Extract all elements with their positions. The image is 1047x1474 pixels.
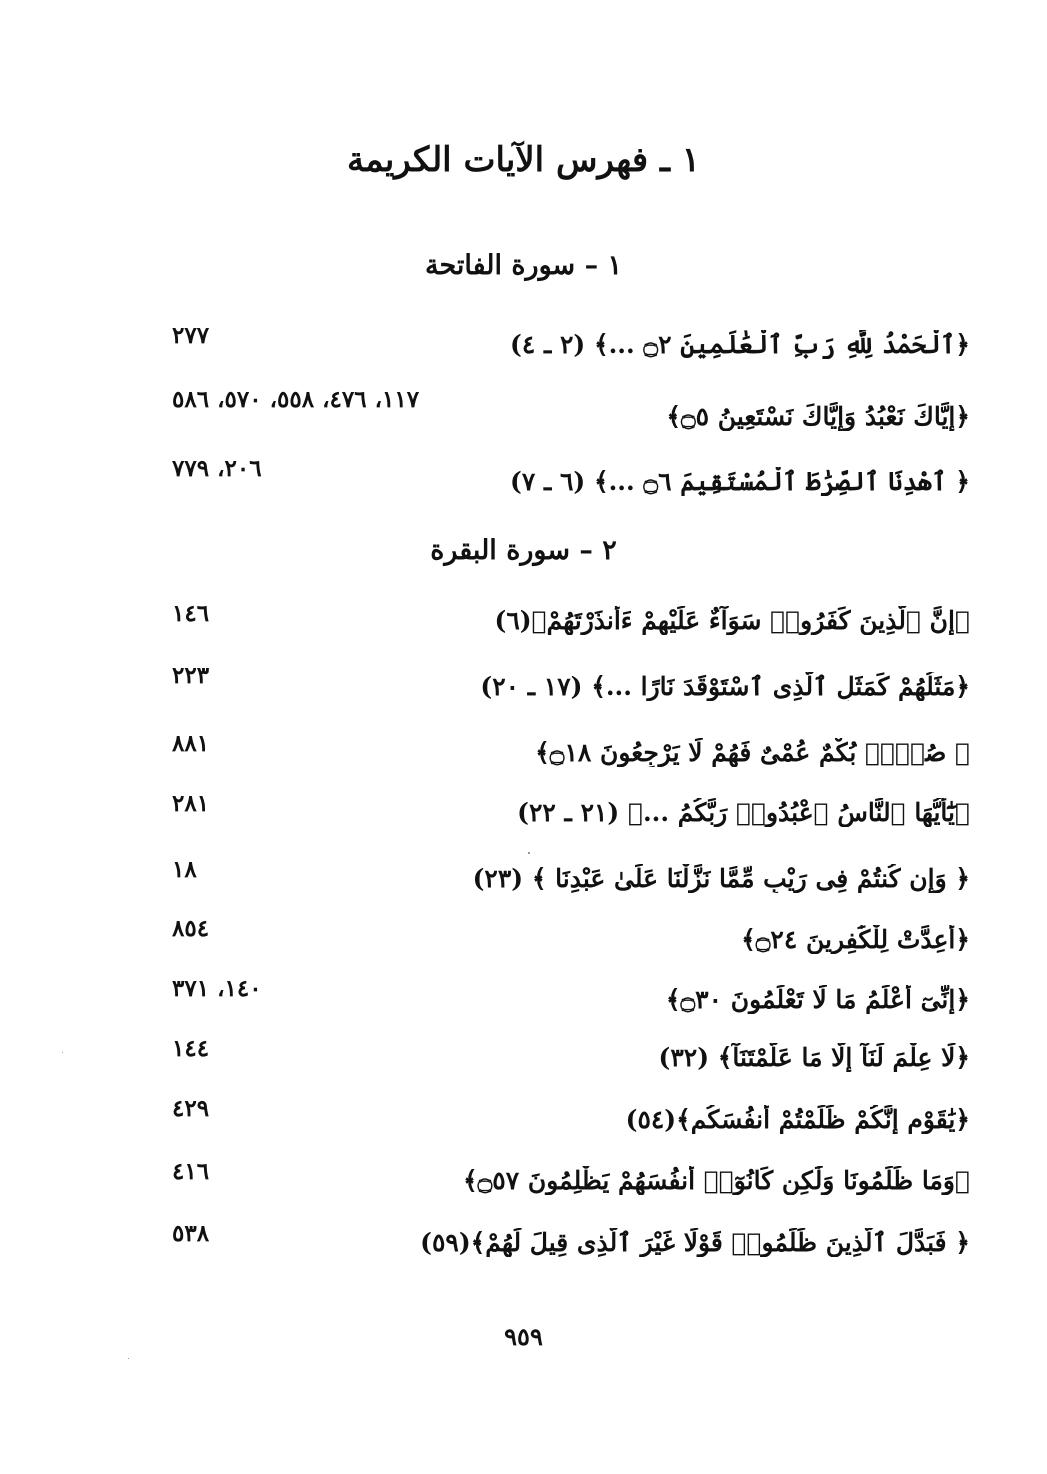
verse-text: ﴿يَٰقَوْمِ إِنَّكُمْ ظَلَمْتُمْ أَنفُسَكُم﴾(٥٤) [625, 1105, 970, 1134]
page-references: ٢٢٣ [172, 662, 210, 689]
page-references: ٨٨١ [172, 730, 210, 757]
index-entry [160, 1158, 970, 1202]
index-entry [160, 386, 970, 430]
verse-text: ﴿ ٱهْدِنَا ٱلصِّرَٰطَ ٱلْمُسْتَقِيمَ ۝٦ ...﴾ (٦ ـ ٧) [509, 467, 970, 496]
page-references: ١١٧، ٤٧٦، ٥٥٨، ٥٧٠، ٥٨٦ [172, 386, 420, 413]
index-entry [160, 975, 970, 1019]
page-references: ١٤٤ [172, 1035, 210, 1062]
index-entry [160, 856, 970, 900]
index-entry [160, 1095, 970, 1139]
index-entry [160, 730, 970, 774]
index-entry [160, 662, 970, 706]
page-number: ٩٥٩ [504, 1322, 543, 1351]
page-references: ٨٥٤ [172, 915, 210, 942]
verse-text: ﴿أُعِدَّتْ لِلْكَٰفِرِينَ ۝٢٤﴾ [741, 925, 970, 954]
page-title: ١ ـ فهرس الآيات الكريمة [346, 140, 701, 180]
verse-text: ﴿ صُمٌّۢ بُكْمٌ عُمْىٌ فَهُمْ لَا يَرْجِعُونَ ۝١٨﴾ [535, 738, 970, 767]
scan-speck [62, 1052, 63, 1053]
verse-text: ﴿ٱلْحَمْدُ لِلَّهِ رَبِّ ٱلْعَٰلَمِينَ ۝٢ ...﴾ (٢ ـ ٤) [509, 330, 970, 359]
verse-text: ﴿لَا عِلْمَ لَنَآ إِلَّا مَا عَلَّمْتَنَآ﴾ (٣٢) [658, 1043, 970, 1072]
verse-text: ﴿إِنَّ ٱلَّذِينَ كَفَرُوا۟ سَوَآءٌ عَلَيْهِمْ ءَأَنذَرْتَهُمْ﴾(٦) [494, 606, 970, 635]
page-references: ١٨ [172, 856, 197, 883]
page-references: ٤١٦ [172, 1158, 210, 1185]
page-references: ١٤٦ [172, 600, 210, 627]
section-title-baqara: ٢ – سورة البقرة [430, 535, 617, 566]
page-references: ٢٨١ [172, 790, 210, 817]
verse-text: ﴿ فَبَدَّلَ ٱلَّذِينَ ظَلَمُوا۟ قَوْلًا غَيْرَ ٱلَّذِى قِيلَ لَهُمْ﴾(٥٩) [420, 1228, 970, 1257]
index-entry [160, 1035, 970, 1079]
verse-text: ﴿يَٰٓأَيُّهَا ٱلنَّاسُ ٱعْبُدُوا۟ رَبَّكُمُ ...﴾ (٢١ ـ ٢٢) [517, 798, 970, 827]
page-references: ٢٠٦، ٧٧٩ [172, 455, 262, 482]
index-entry [160, 322, 970, 366]
index-entry [160, 600, 970, 644]
index-entry [160, 915, 970, 959]
page-references: ٢٧٧ [172, 322, 210, 349]
scan-speck [528, 852, 530, 854]
page-references: ٥٣٨ [172, 1220, 210, 1247]
section-title-fatiha: ١ – سورة الفاتحة [424, 250, 622, 281]
verse-text: ﴿إِيَّاكَ نَعْبُدُ وَإِيَّاكَ نَسْتَعِينُ ۝٥﴾ [666, 402, 970, 431]
page-references: ١٤٠، ٣٧١ [172, 975, 262, 1002]
verse-text: ﴿مَثَلُهُمْ كَمَثَلِ ٱلَّذِى ٱسْتَوْقَدَ نَارًا ...﴾ (١٧ ـ ٢٠) [480, 672, 970, 701]
scan-speck [128, 1358, 129, 1359]
index-entry [160, 790, 970, 834]
page-references: ٤٢٩ [172, 1095, 210, 1122]
verse-text: ﴿وَمَا ظَلَمُونَا وَلَٰكِن كَانُوٓا۟ أَنفُسَهُمْ يَظْلِمُونَ ۝٥٧﴾ [462, 1166, 970, 1195]
verse-text: ﴿إِنِّىٓ أَعْلَمُ مَا لَا تَعْلَمُونَ ۝٣٠﴾ [665, 985, 970, 1014]
index-entry [160, 1220, 970, 1264]
verse-text: ﴿ وَإِن كُنتُمْ فِى رَيْبٍ مِّمَّا نَزَّلْنَا عَلَىٰ عَبْدِنَا ﴾ (٢٣) [472, 864, 970, 893]
index-entry [160, 455, 970, 499]
